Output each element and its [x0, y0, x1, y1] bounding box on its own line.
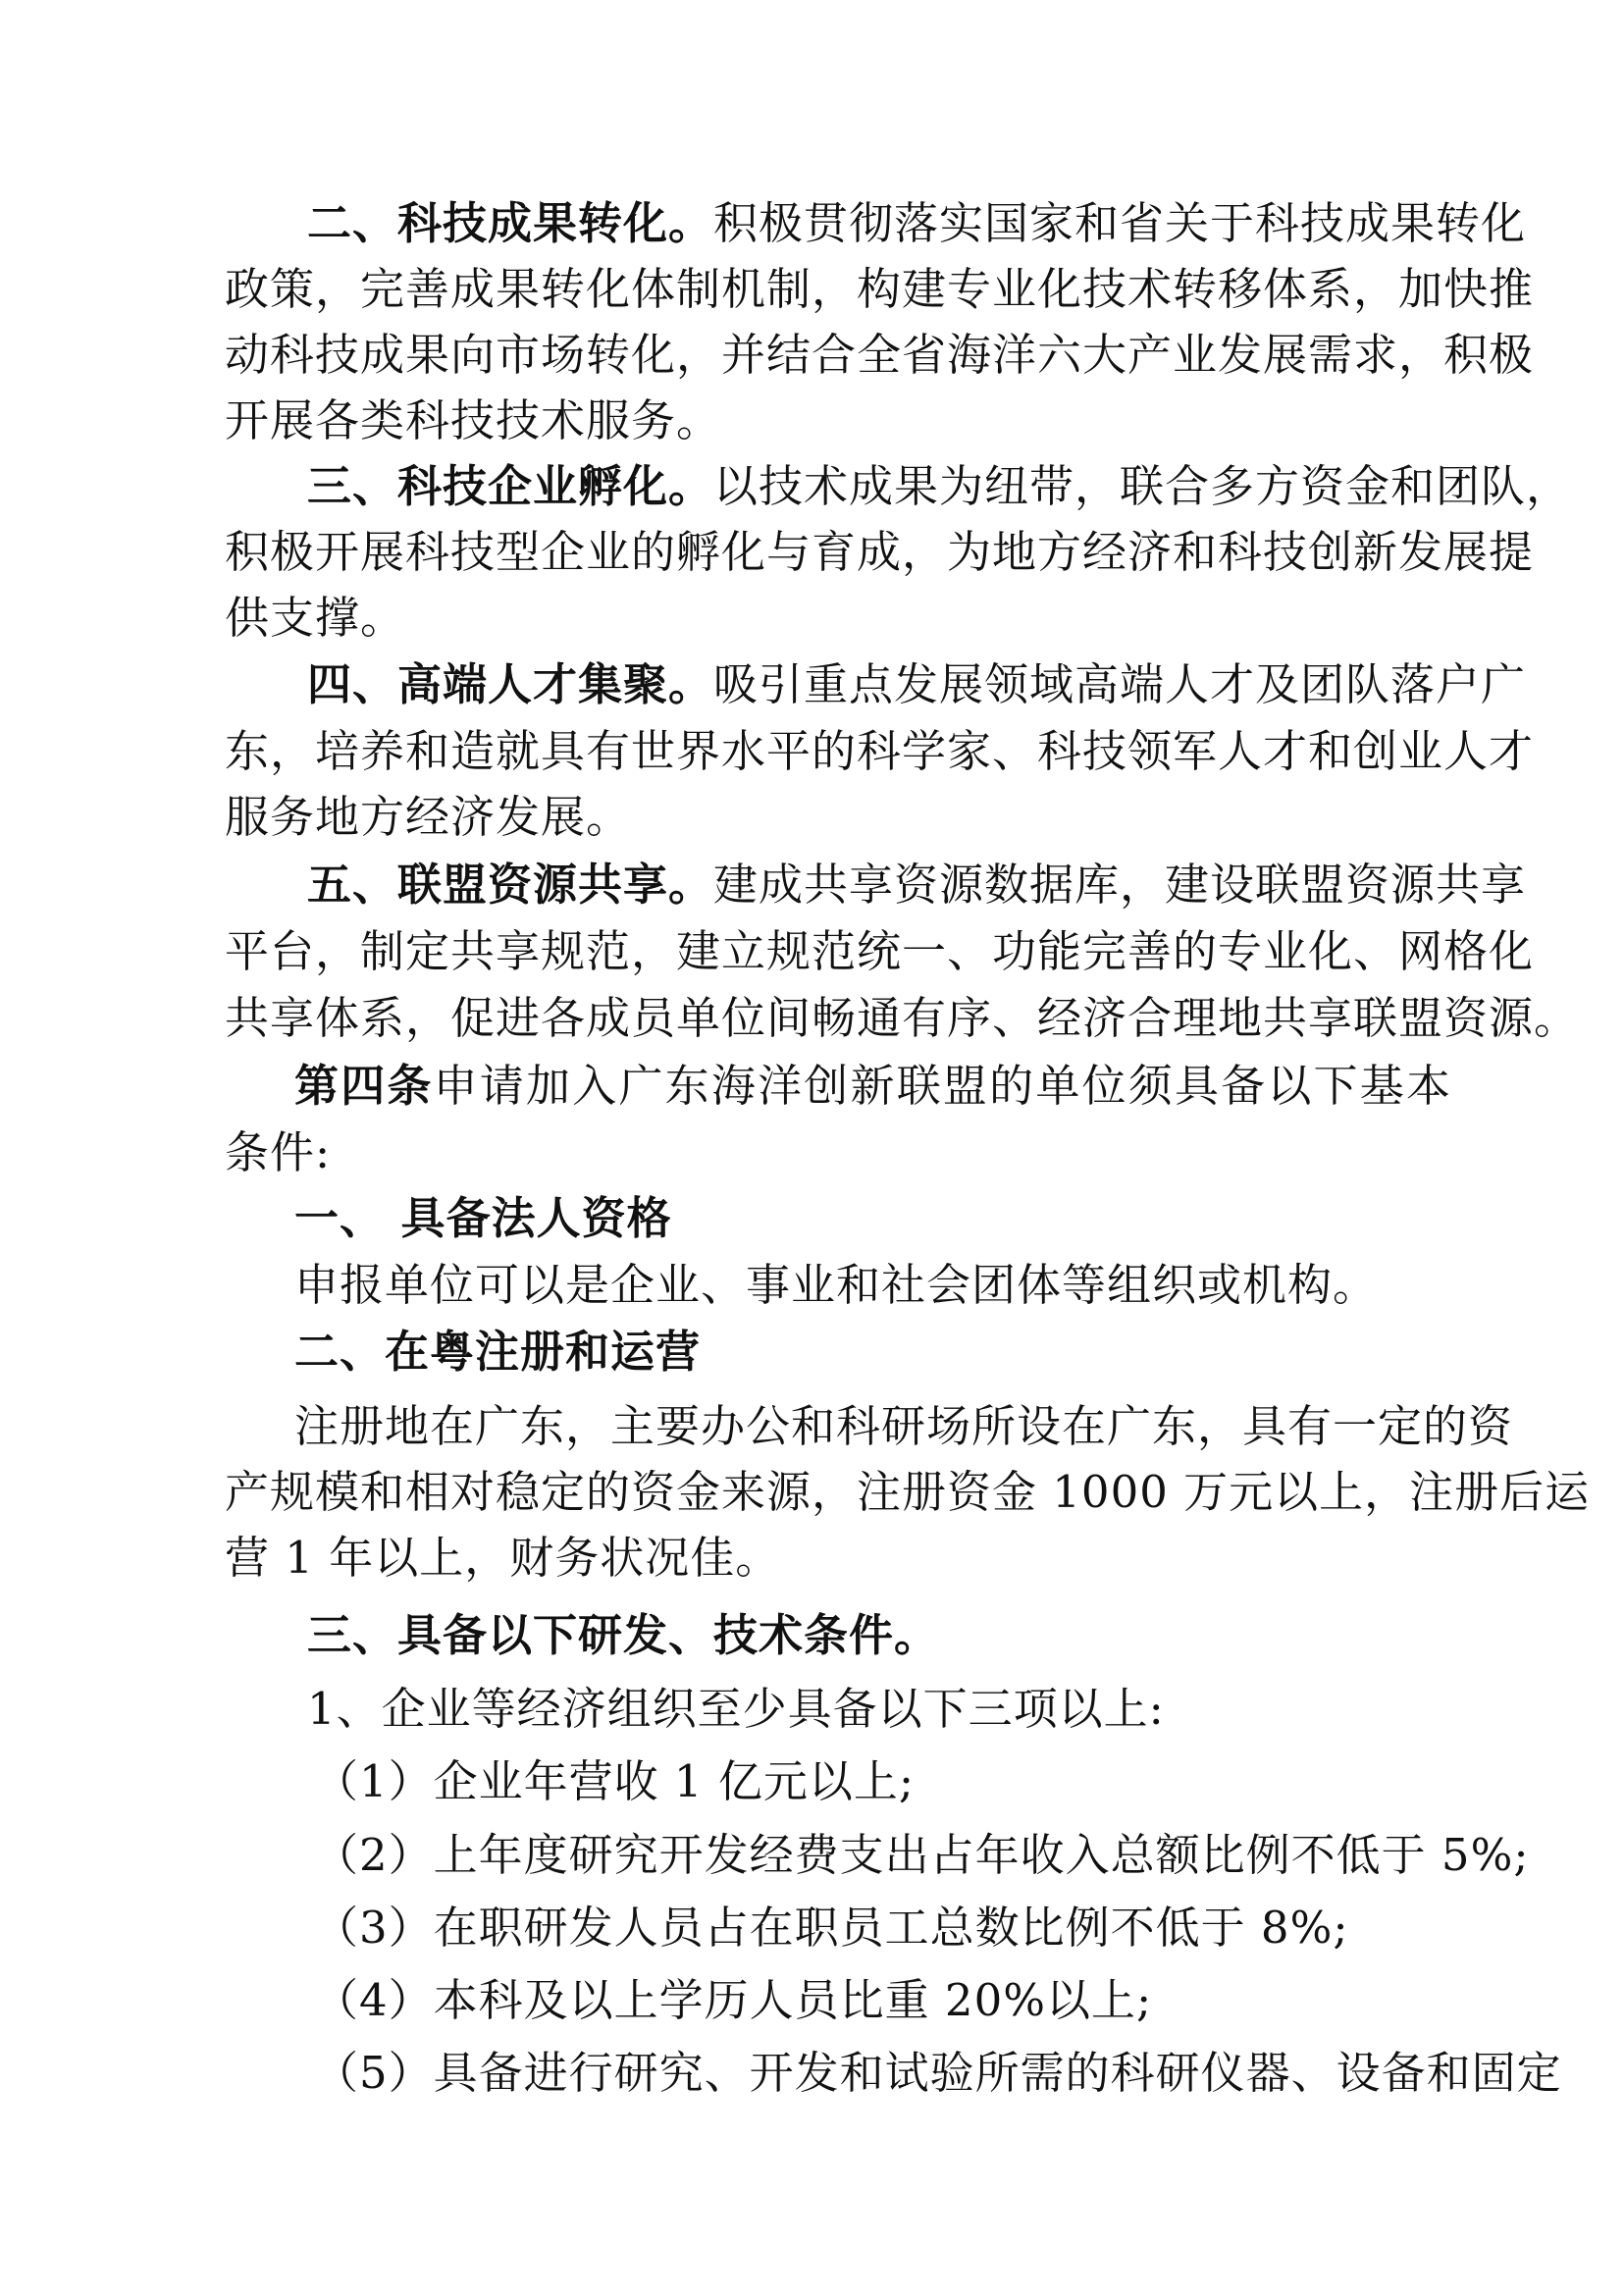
section-heading: 五、联盟资源共享。: [307, 859, 714, 911]
condition-heading: 二、在粤注册和运营: [294, 1326, 702, 1378]
paragraph-line: 产规模和相对稳定的资金来源，注册资金 1000 万元以上，注册后运: [225, 1466, 1591, 1518]
paragraph-text: 建成共享资源数据库，建设联盟资源共享: [713, 859, 1527, 911]
section-heading: 四、高端人才集聚。: [307, 658, 714, 710]
paragraph-line: 动科技成果向市场转化，并结合全省海洋六大产业发展需求，积极: [225, 329, 1535, 381]
list-item: （5）具备进行研究、开发和试验所需的科研仪器、设备和固定: [314, 2047, 1562, 2099]
paragraph-line: 条件:: [225, 1126, 332, 1178]
paragraph-line: 东，培养和造就具有世界水平的科学家、科技领军人才和创业人才: [225, 725, 1535, 777]
paragraph-text: 吸引重点发展领域高端人才及团队落户广: [713, 658, 1527, 710]
paragraph-line: 平台，制定共享规范，建立规范统一、功能完善的专业化、网格化: [225, 925, 1535, 977]
paragraph-line: [307, 856, 1527, 914]
article-heading: 第四条: [294, 1060, 434, 1112]
list-item: （2）上年度研究开发经费支出占年收入总额比例不低于 5%;: [314, 1829, 1530, 1881]
list-item: （1）企业年营收 1 亿元以上;: [314, 1755, 916, 1807]
paragraph-line: [307, 457, 1572, 516]
paragraph-line: 供支撑。: [225, 592, 406, 644]
condition-heading: 一、 具备法人资格: [294, 1192, 672, 1244]
paragraph-line: 开展各类科技技术服务。: [225, 394, 722, 446]
paragraph-line: [294, 1057, 1451, 1116]
section-heading: 三、科技企业孵化。: [307, 460, 714, 512]
paragraph-line: 服务地方经济发展。: [225, 791, 632, 843]
paragraph-line: 积极开展科技型企业的孵化与育成，为地方经济和科技创新发展提: [225, 526, 1535, 578]
list-item: （3）在职研发人员占在职员工总数比例不低于 8%;: [314, 1902, 1349, 1954]
paragraph-line: 注册地在广东，主要办公和科研场所设在广东，具有一定的资: [294, 1400, 1514, 1452]
condition-heading: 三、具备以下研发、技术条件。: [307, 1609, 940, 1661]
paragraph-line: [307, 194, 1527, 253]
paragraph-text: 积极贯彻落实国家和省关于科技成果转化: [713, 197, 1527, 249]
paragraph-line: 申报单位可以是企业、事业和社会团体等组织或机构。: [294, 1259, 1379, 1311]
list-item: （4）本科及以上学历人员比重 20%以上;: [314, 1974, 1153, 2026]
paragraph-text: 以技术成果为纽带，联合多方资金和团队，: [713, 460, 1572, 512]
paragraph-line: [307, 655, 1527, 714]
paragraph-text: 申请加入广东海洋创新联盟的单位须具备以下基本: [433, 1060, 1451, 1112]
paragraph-line: 营 1 年以上，财务状况佳。: [225, 1532, 781, 1584]
section-heading: 二、科技成果转化。: [307, 197, 714, 249]
paragraph-line: 政策，完善成果转化体制机制，构建专业化技术转移体系，加快推: [225, 263, 1535, 315]
paragraph-line: 共享体系，促进各成员单位间畅通有序、经济合理地共享联盟资源。: [225, 992, 1580, 1044]
paragraph-line: 1、企业等经济组织至少具备以下三项以上:: [307, 1683, 1165, 1735]
